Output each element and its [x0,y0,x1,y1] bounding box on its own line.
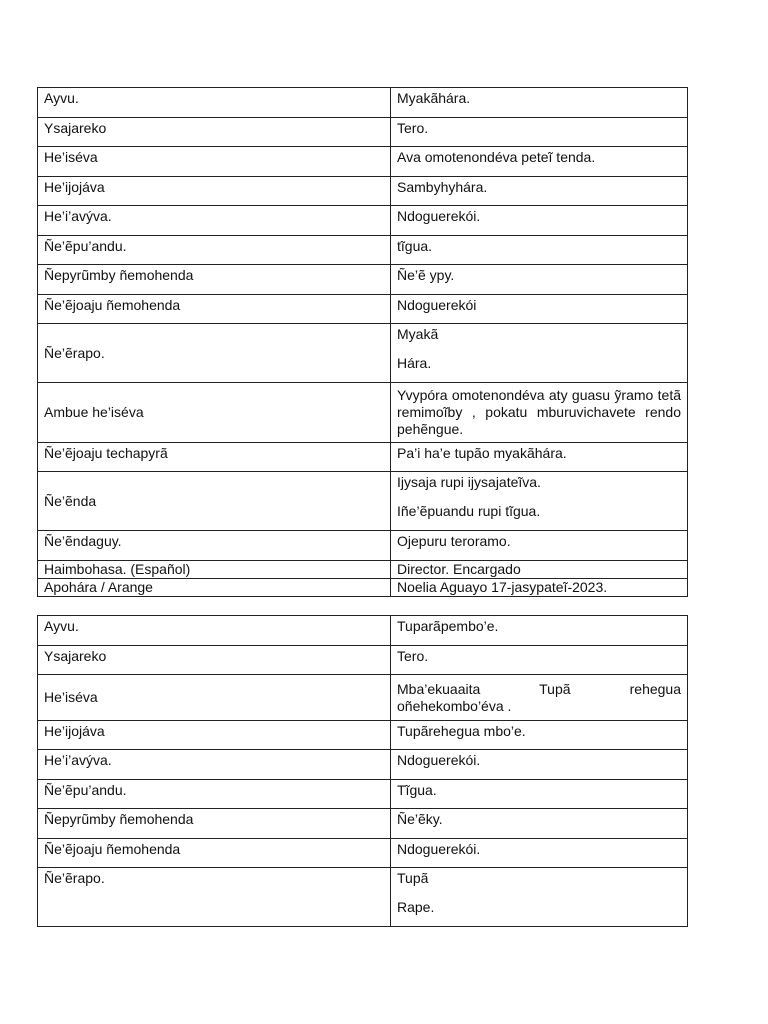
definition-cell [391,383,688,443]
term-text: Ysajareko [44,648,107,664]
term-text: Ñepyrũmby ñemohenda [44,811,194,827]
table-row [38,721,688,750]
term-text: He’iséva [44,149,98,165]
definition-cell [391,579,688,597]
definition-text: Tuparãpembo’e. [397,618,499,634]
term-cell [38,324,391,383]
glossary-table-1 [37,87,688,597]
term-text: He’i’avýva. [44,752,112,768]
term-text: He’ijojáva [44,179,105,195]
table-row [38,118,688,147]
definition-text: Hára. [397,355,432,371]
term-text: Haimbohasa. (Español) [44,561,191,577]
definition-text: Mba’ekuaaita Tupã rehegua oñehekombo’éva . [397,680,681,714]
definition-cell [391,750,688,780]
glossary-table-2 [37,615,688,927]
definition-text: Myakã [397,326,439,342]
term-text: He’iséva [44,689,98,705]
definition-text: Iñe’ẽpuandu rupi tĩgua. [397,503,541,519]
definition-cell [391,721,688,750]
definition-text: Ñe’ẽky. [397,811,443,827]
term-cell [38,383,391,443]
definition-text: Yvypóra omotenondéva aty guasu ỹramo tetã remimoĩby , pokatu mburuvichavete rendo pehẽngue. [397,387,681,437]
definition-text: tĩgua. [397,238,433,254]
definition-cell [391,443,688,472]
term-cell [38,118,391,147]
term-cell [38,809,391,839]
definition-cell [391,118,688,147]
definition-text: Ojepuru teroramo. [397,533,511,549]
table-row [38,675,688,721]
term-cell [38,839,391,868]
definition-text: Ndoguerekói. [397,841,481,857]
definition-text: Myakãhára. [397,90,471,106]
definition-cell [391,561,688,579]
term-cell [38,561,391,579]
definition-cell [391,472,688,531]
term-text: Ñe’ẽrapo. [44,870,105,886]
definition-text: Tupã [397,870,429,886]
term-cell [38,177,391,206]
term-text: Ñe’ẽjoaju ñemohenda [44,841,181,857]
definition-cell [391,646,688,675]
term-text: Apohára / Arange [44,579,153,595]
definition-cell [391,839,688,868]
definition-text: Tero. [397,120,429,136]
table-row [38,147,688,177]
definition-text: Pa’i ha’e tupão myakãhára. [397,445,567,461]
term-text: Ayvu. [44,90,79,106]
table-row [38,579,688,597]
table-row [38,616,688,646]
term-text: Ñe’ẽjoaju techapyrã [44,445,168,461]
table-row [38,868,688,927]
definition-text: Ñe’ẽ ypy. [397,267,455,283]
term-cell [38,147,391,177]
definition-cell [391,206,688,236]
table-row [38,839,688,868]
term-cell [38,579,391,597]
term-text: Ñe’ẽpu’andu. [44,238,127,254]
term-cell [38,675,391,721]
definition-cell [391,295,688,324]
definition-cell [391,531,688,561]
definition-cell [391,675,688,721]
definition-cell [391,324,688,383]
table-row [38,383,688,443]
table-row [38,177,688,206]
definition-text: Ijysaja rupi ijysajateĩva. [397,474,541,490]
term-text: Ñepyrũmby ñemohenda [44,267,194,283]
table-row [38,472,688,531]
term-cell [38,780,391,809]
table-row [38,646,688,675]
definition-cell [391,809,688,839]
table-row [38,780,688,809]
table-row [38,443,688,472]
term-cell [38,646,391,675]
definition-text: Noelia Aguayo 17-jasypateĩ-2023. [397,579,608,595]
definition-text: Rape. [397,899,435,915]
definition-cell [391,147,688,177]
definition-cell [391,88,688,118]
term-cell [38,206,391,236]
definition-text: Sambyhyhára. [397,179,488,195]
term-cell [38,750,391,780]
term-text: He’i’avýva. [44,208,112,224]
table-row [38,206,688,236]
definition-cell [391,265,688,295]
term-cell [38,868,391,927]
term-cell [38,443,391,472]
definition-text: Tupãrehegua mbo’e. [397,723,526,739]
term-text: Ñe’ẽjoaju ñemohenda [44,297,181,313]
term-cell [38,721,391,750]
table-row [38,88,688,118]
table-row [38,265,688,295]
term-text: Ñe’ẽrapo. [44,344,105,361]
table-row [38,236,688,265]
definition-text: Ndoguerekói. [397,208,481,224]
definition-text: Tĩgua. [397,782,437,798]
table-row [38,531,688,561]
table-row [38,295,688,324]
term-cell [38,472,391,531]
term-cell [38,531,391,561]
definition-cell [391,780,688,809]
term-text: Ayvu. [44,618,79,634]
definition-text: Director. Encargado [397,561,521,577]
definition-text: Tero. [397,648,429,664]
definition-cell [391,616,688,646]
table-row [38,809,688,839]
definition-cell [391,868,688,927]
definition-text: Ndoguerekói [397,297,477,313]
table-row [38,750,688,780]
term-cell [38,616,391,646]
term-text: Ambue he’iséva [44,404,144,420]
table-row [38,561,688,579]
definition-cell [391,177,688,206]
definition-text: Ava omotenondéva peteĩ tenda. [397,149,596,165]
table-row [38,324,688,383]
definition-text: Ndoguerekói. [397,752,481,768]
term-cell [38,88,391,118]
term-text: Ñe’ẽpu’andu. [44,782,127,798]
term-cell [38,295,391,324]
term-cell [38,265,391,295]
definition-cell [391,236,688,265]
term-cell [38,236,391,265]
term-text: Ñe’ẽnda [44,492,97,509]
term-text: He’ijojáva [44,723,105,739]
term-text: Ñe’ẽndaguy. [44,533,122,549]
term-text: Ysajareko [44,120,107,136]
